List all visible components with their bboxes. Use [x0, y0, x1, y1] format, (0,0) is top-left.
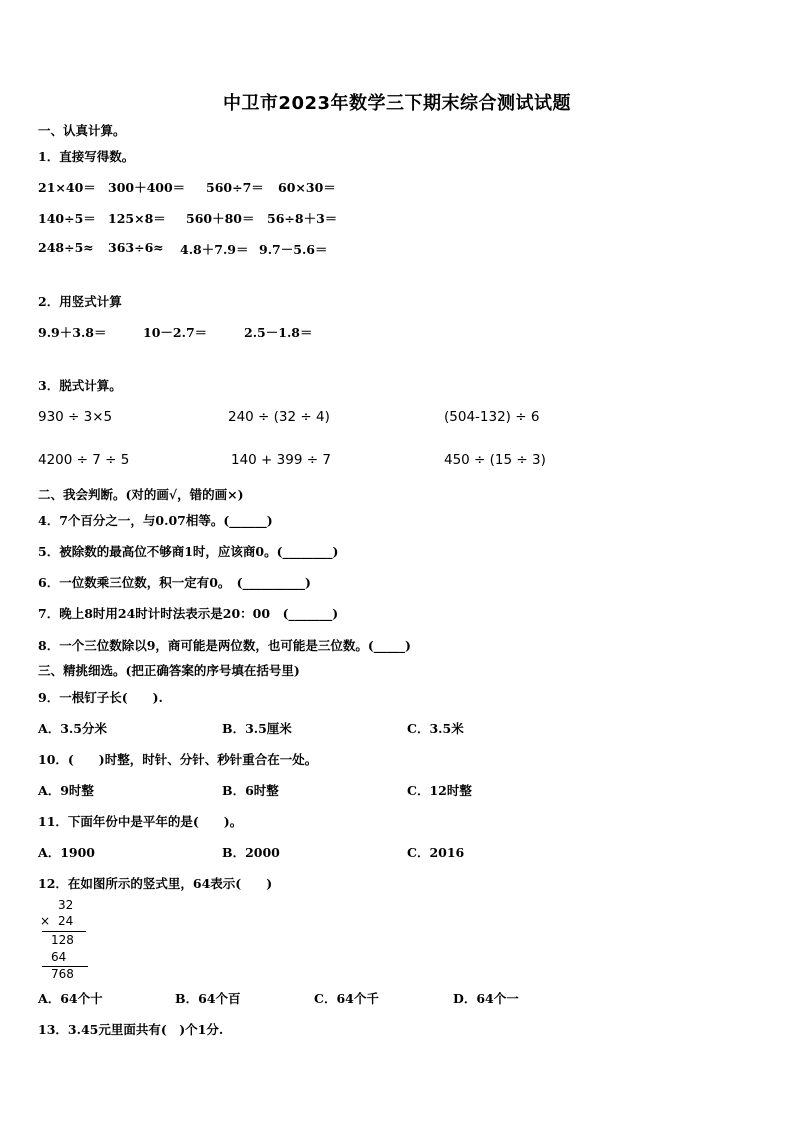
- multiplicand: 32: [58, 898, 74, 912]
- question-3-label: 3．脱式计算。: [38, 378, 122, 393]
- mental-calc-item: 248÷5≈: [38, 240, 94, 255]
- choice-option: D．64个一: [453, 991, 519, 1006]
- choice-option: C．2016: [407, 845, 465, 860]
- mental-calc-item: 140÷5＝: [38, 211, 96, 226]
- multiplier: 24: [58, 914, 74, 928]
- choice-option: B．6时整: [222, 783, 279, 798]
- mental-calc-item: 560÷7＝: [206, 180, 264, 195]
- section-heading-1: 一、认真计算。: [38, 123, 126, 138]
- judge-question: 8．一个三位数除以9，商可能是两位数，也可能是三位数。(_____): [38, 638, 411, 653]
- choice-question-9: 9．一根钉子长( ).: [38, 690, 163, 705]
- mental-calc-item: 60×30＝: [278, 180, 336, 195]
- mental-calc-item: 300＋400＝: [108, 180, 186, 195]
- judge-question: 5．被除数的最高位不够商1时，应该商0。(________): [38, 544, 339, 559]
- choice-question-13: 13．3.45元里面共有( )个1分.: [38, 1022, 224, 1037]
- vertical-rule: [42, 931, 86, 932]
- mental-calc-item: 363÷6≈: [108, 240, 164, 255]
- vertical-calc-item: 10－2.7＝: [143, 325, 208, 340]
- vertical-calc-item: 2.5－1.8＝: [244, 325, 313, 340]
- choice-question-11: 11．下面年份中是平年的是( )。: [38, 814, 243, 829]
- partial-product-2: 64: [51, 950, 67, 964]
- judge-question: 7．晚上8时用24时计时法表示是20：00 (_______): [38, 606, 339, 621]
- choice-option: C．64个千: [314, 991, 379, 1006]
- choice-option: B．2000: [222, 845, 280, 860]
- question-2-label: 2．用竖式计算: [38, 294, 122, 309]
- choice-option: A．9时整: [38, 783, 94, 798]
- step-calc-item: 450 ÷ (15 ÷ 3): [444, 452, 546, 468]
- step-calc-item: 4200 ÷ 7 ÷ 5: [38, 452, 130, 468]
- step-calc-item: (504-132) ÷ 6: [444, 409, 540, 425]
- judge-question: 6．一位数乘三位数，积一定有0。 (__________): [38, 575, 311, 590]
- step-calc-item: 240 ÷ (32 ÷ 4): [228, 409, 330, 425]
- judge-question: 4．7个百分之一，与0.07相等。(______): [38, 513, 273, 528]
- mental-calc-item: 21×40＝: [38, 180, 96, 195]
- page-title: 中卫市2023年数学三下期末综合测试试题: [222, 93, 572, 114]
- product-result: 768: [51, 967, 74, 981]
- partial-product-1: 128: [51, 933, 74, 947]
- step-calc-item: 930 ÷ 3×5: [38, 409, 113, 425]
- mental-calc-item: 9.7－5.6＝: [259, 242, 328, 257]
- mental-calc-item: 4.8＋7.9＝: [180, 242, 249, 257]
- choice-option: A．1900: [38, 845, 95, 860]
- question-1-label: 1．直接写得数。: [38, 149, 135, 164]
- choice-option: B．3.5厘米: [222, 721, 292, 736]
- choice-option: A．3.5分米: [38, 721, 107, 736]
- mental-calc-item: 560＋80＝: [186, 211, 255, 226]
- mental-calc-item: 125×8＝: [108, 211, 166, 226]
- choice-question-10: 10．( )时整，时针、分针、秒针重合在一处。: [38, 752, 318, 767]
- mental-calc-item: 56÷8＋3＝: [267, 211, 338, 226]
- section-heading-3: 三、精挑细选。(把正确答案的序号填在括号里): [38, 663, 300, 678]
- choice-option: C．3.5米: [407, 721, 464, 736]
- choice-option: C．12时整: [407, 783, 472, 798]
- multiply-sign: ×: [40, 914, 51, 928]
- choice-option: A．64个十: [38, 991, 103, 1006]
- choice-option: B．64个百: [175, 991, 241, 1006]
- vertical-calc-item: 9.9＋3.8＝: [38, 325, 107, 340]
- step-calc-item: 140 + 399 ÷ 7: [231, 452, 331, 468]
- section-heading-2: 二、我会判断。(对的画√，错的画×): [38, 487, 244, 502]
- choice-question-12: 12．在如图所示的竖式里，64表示( ): [38, 876, 273, 891]
